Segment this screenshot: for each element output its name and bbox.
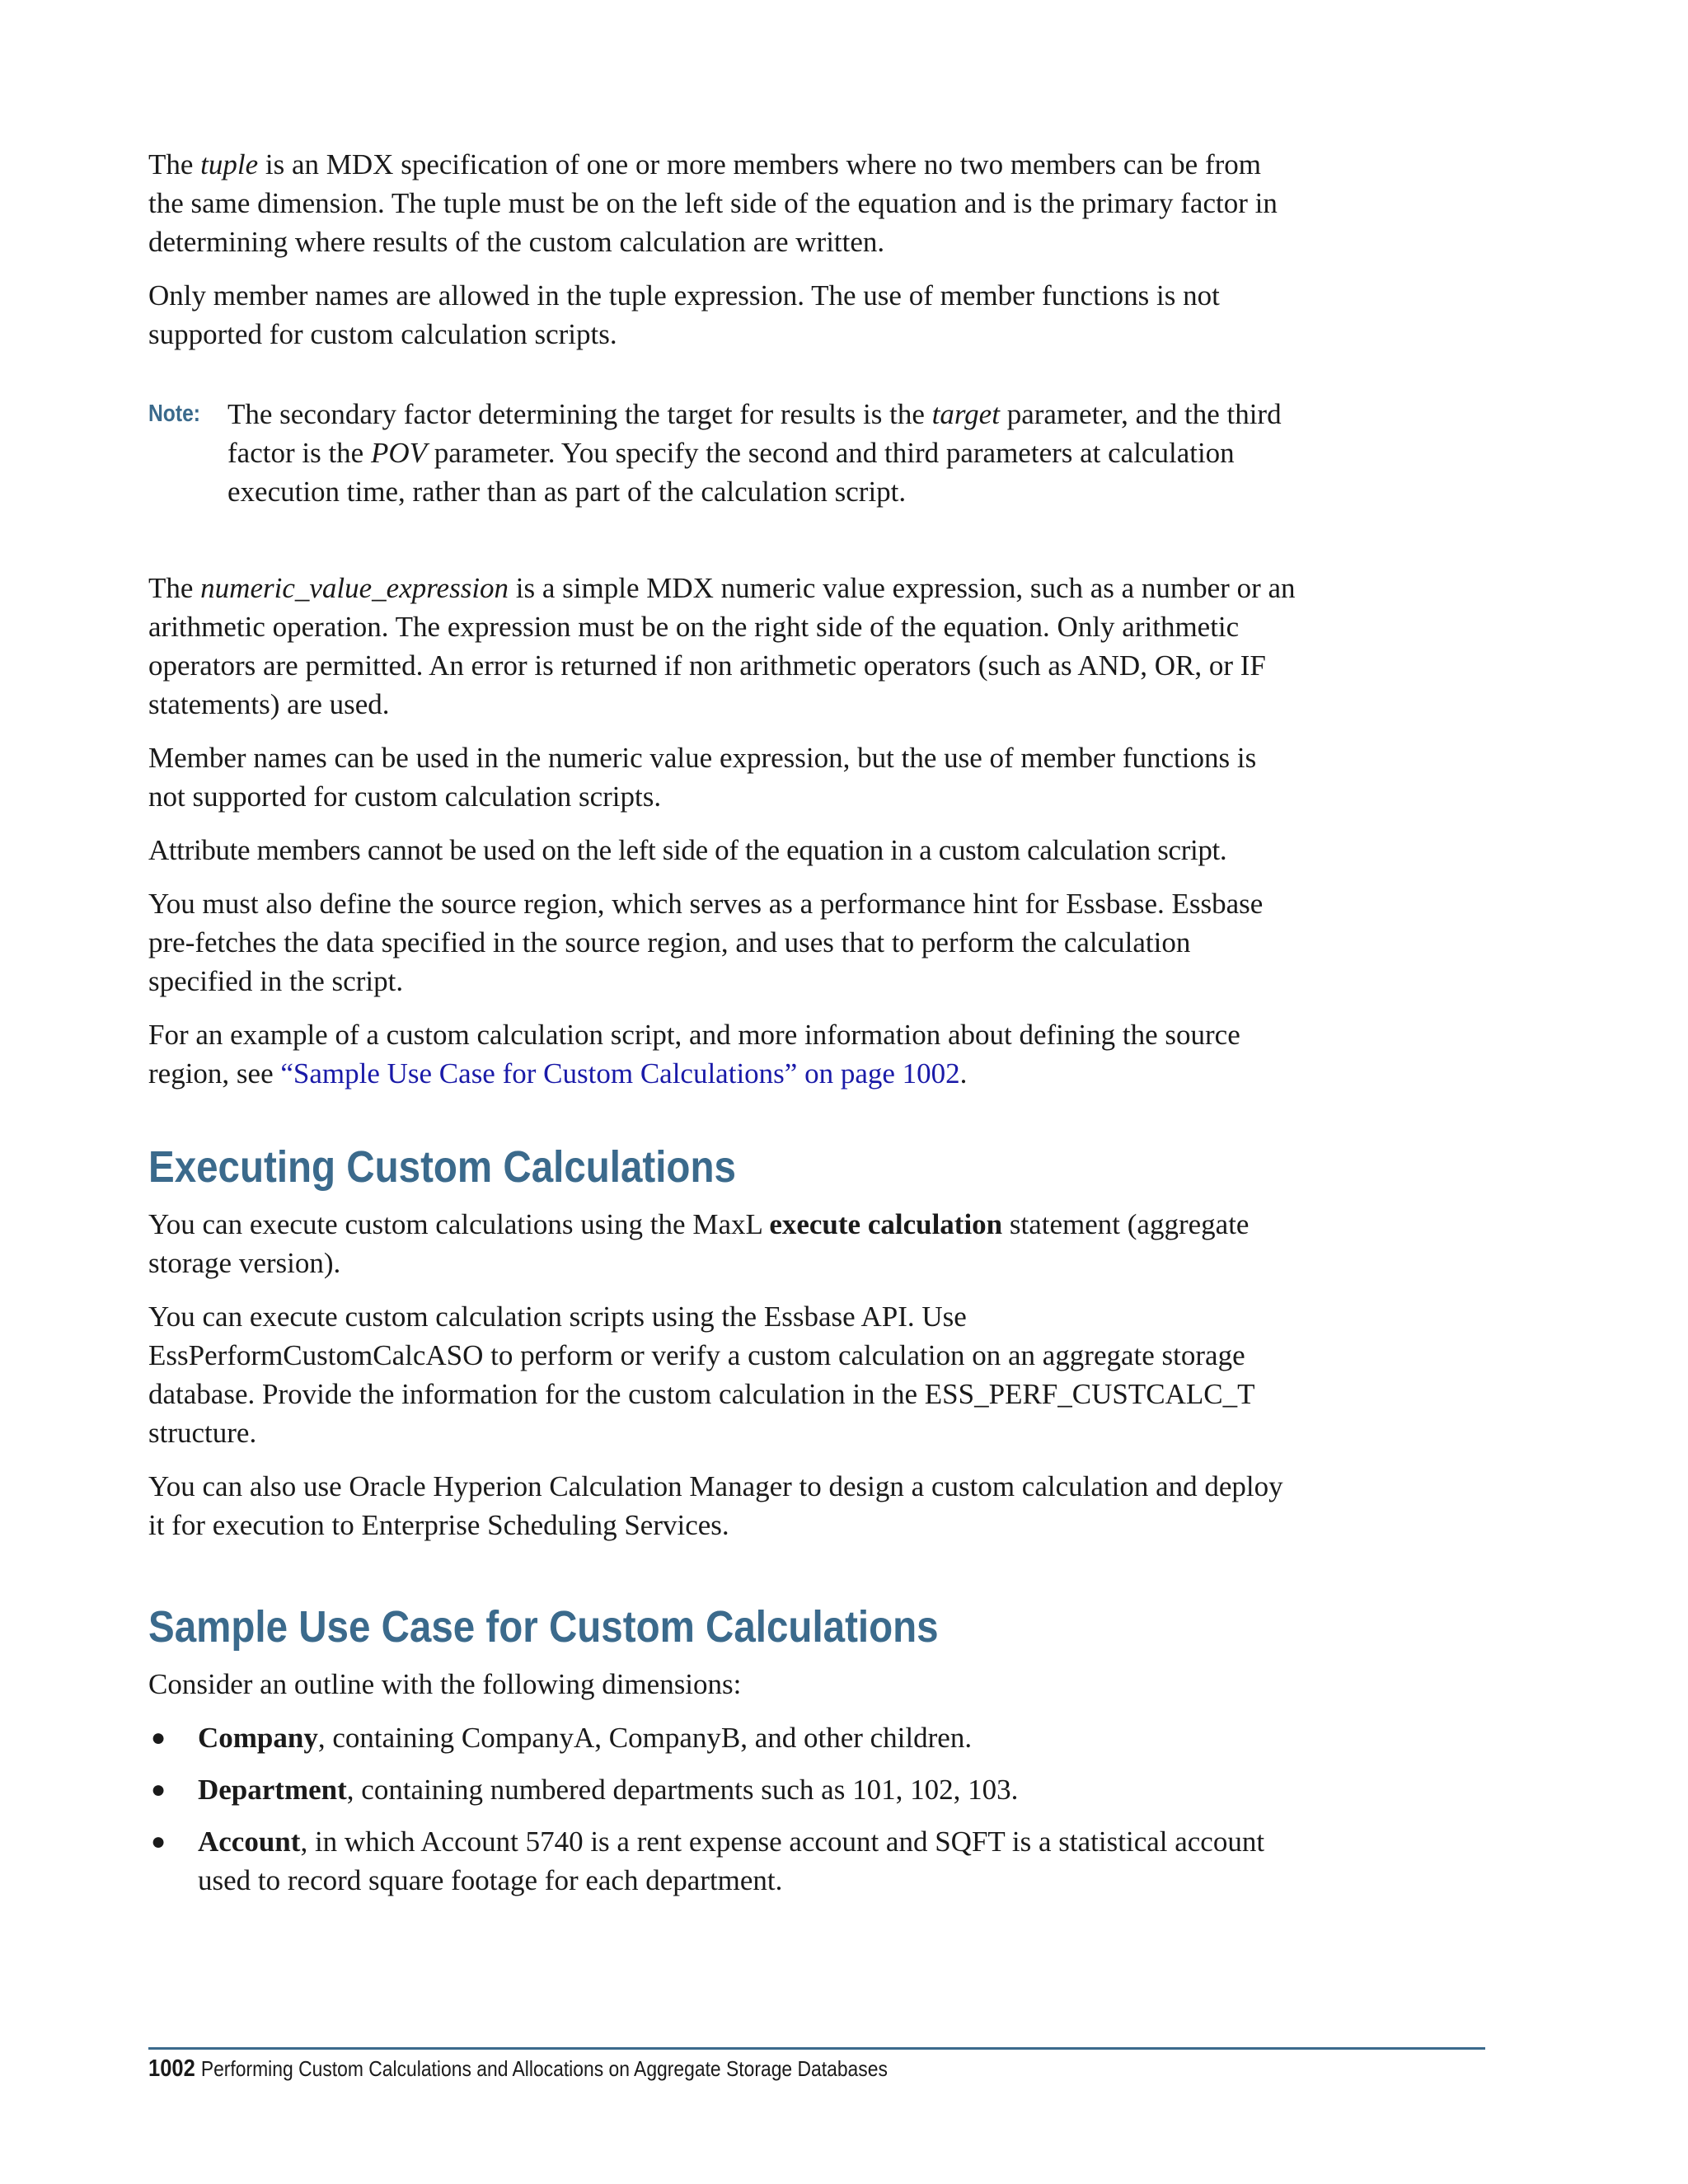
list-item: ● Company, containing CompanyA, CompanyB, and other children.: [148, 1718, 1298, 1757]
tuple-restriction-paragraph: Only member names are allowed in the tuple expression. The use of member functions is not supported for custom calculation scripts.: [148, 279, 1220, 350]
heading-sample-use-case: Sample Use Case for Custom Calculations: [148, 1602, 939, 1652]
example-paragraph: For an example of a custom calculation script, and more information about defining the source region, see “Sample Use Case for Custom Calculations” on page 1002.: [148, 1019, 1240, 1090]
page-content: [148, 145, 1298, 1913]
dimension-list: [148, 1718, 1298, 1900]
dimension-term: Account: [198, 1825, 301, 1858]
list-item: ● Department, containing numbered departments such as 101, 102, 103.: [148, 1770, 1298, 1809]
numeric-expression-paragraph: The numeric_value_expression is a simple MDX numeric value expression, such as a number or an arithmetic operation. The expression must be on the right side of the equation. Only arithmetic operators are permitted. An error is returned if non arithmetic operators (such as AND, OR, or IF statements) are used.: [148, 572, 1296, 720]
execute-calculation-term: execute calculation: [769, 1208, 1003, 1240]
footer-title: Performing Custom Calculations and Allocations on Aggregate Storage Databases: [200, 2056, 888, 2081]
sample-use-case-link[interactable]: “Sample Use Case for Custom Calculations” on page 1002: [280, 1057, 960, 1090]
page-number: 1002: [148, 2055, 195, 2082]
dimension-term: Department: [198, 1774, 347, 1806]
target-term: target: [931, 398, 1000, 430]
calculation-manager-paragraph: You can also use Oracle Hyperion Calculation Manager to design a custom calculation and deploy it for execution to Enterprise Scheduling Services.: [148, 1470, 1283, 1541]
source-region-paragraph: You must also define the source region, which serves as a performance hint for Essbase. Essbase pre-fetches the data specified in the source region, and uses that to perform the calculation specified in the script.: [148, 888, 1264, 997]
pov-term: POV: [370, 437, 428, 469]
bullet-icon: ●: [151, 1776, 166, 1803]
bullet-icon: ●: [151, 1724, 166, 1751]
note-text: The secondary factor determining the target for results is the target parameter, and the third factor is the POV parameter. You specify the second and third parameters at calculation execution time, rather than as part of the calculation script.: [227, 398, 1282, 508]
numeric-expression-term: numeric_value_expression: [200, 572, 509, 604]
tuple-term: tuple: [200, 148, 259, 180]
essbase-api-paragraph: You can execute custom calculation scripts using the Essbase API. Use EssPerformCustomCalcASO to perform or verify a custom calculation on an aggregate storage database. Provide the information for the custom calculation in the ESS_PERF_CUSTCALC_T structure.: [148, 1301, 1254, 1449]
member-names-paragraph: Member names can be used in the numeric value expression, but the use of member functions is not supported for custom calculation scripts.: [148, 742, 1257, 813]
note-block: [148, 395, 1298, 511]
outline-intro-paragraph: Consider an outline with the following dimensions:: [148, 1668, 742, 1700]
tuple-paragraph: The tuple is an MDX specification of one or more members where no two members can be from the same dimension. The tuple must be on the left side of the equation and is the primary factor in determining where results of the custom calculation are written.: [148, 148, 1278, 258]
heading-executing-custom-calculations: Executing Custom Calculations: [148, 1142, 736, 1192]
note-label: Note:: [148, 401, 200, 427]
attribute-members-paragraph: Attribute members cannot be used on the left side of the equation in a custom calculation script.: [148, 834, 1227, 866]
list-item: ● Account, in which Account 5740 is a rent expense account and SQFT is a statistical account used to record square footage for each department.: [148, 1822, 1298, 1900]
maxl-paragraph: You can execute custom calculations using the MaxL execute calculation statement (aggregate storage version).: [148, 1208, 1250, 1279]
footer-divider: [148, 2047, 1485, 2050]
dimension-term: Company: [198, 1722, 318, 1754]
bullet-icon: ●: [151, 1828, 166, 1855]
page-footer: [148, 2054, 888, 2083]
